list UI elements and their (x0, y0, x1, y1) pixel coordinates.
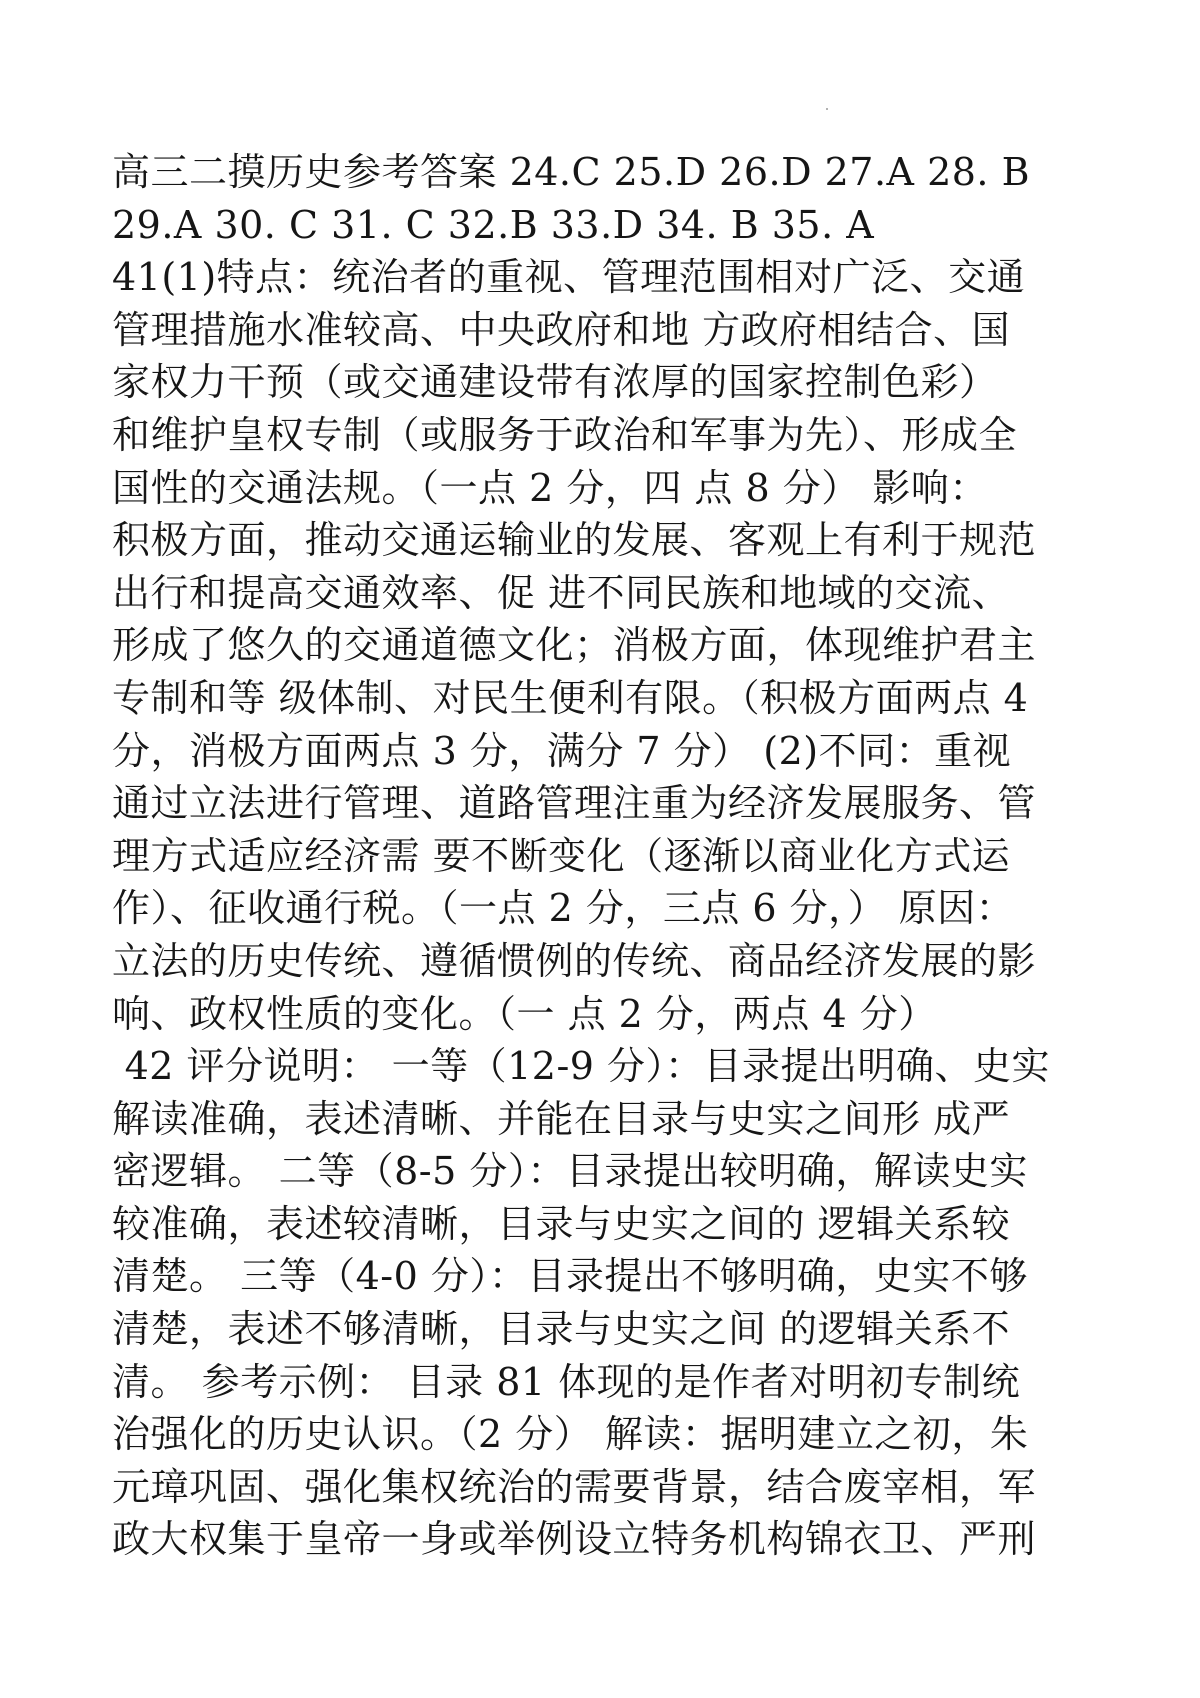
text-line: 政大权集于皇帝一身或举例设立特务机构锦衣卫、严刑 (112, 1517, 1037, 1562)
text-line: 理方式适应经济需 要不断变化（逐渐以商业化方式运 (112, 833, 1011, 878)
text-line: 立法的历史传统、遵循惯例的传统、商品经济发展的影 (112, 938, 1037, 983)
text-line: 出行和提高交通效率、促 进不同民族和地域的交流、 (112, 570, 1011, 615)
scan-speck (826, 108, 828, 110)
text-line: 作）、征收通行税。（一点 2 分，三点 6 分，） 原因： (112, 886, 1015, 931)
text-line: 管理措施水准较高、中央政府和地 方政府相结合、国 (112, 307, 1011, 352)
text-line: 通过立法进行管理、道路管理注重为经济发展服务、管 (112, 781, 1037, 826)
text-line: 清楚，表述不够清晰，目录与史实之间 的逻辑关系不 (112, 1307, 1011, 1352)
text-line: 高三二摸历史参考答案 24.C 25.D 26.D 27.A 28. B (112, 150, 1031, 194)
text-line: 国性的交通法规。（一点 2 分，四 点 8 分） 影响： (112, 465, 988, 510)
text-line: 形成了悠久的交通道德文化；消极方面，体现维护君主 (112, 623, 1037, 668)
text-line: 较准确，表述较清晰，目录与史实之间的 逻辑关系较 (112, 1201, 1011, 1246)
text-line: 元璋巩固、强化集权统治的需要背景，结合废宰相，军 (112, 1464, 1037, 1509)
text-line: 41(1)特点：统治者的重视、管理范围相对广泛、交通 (112, 255, 1026, 300)
text-line: 29.A 30. C 31. C 32.B 33.D 34. B 35. A (112, 202, 875, 247)
text-line: 解读准确，表述清晰、并能在目录与史实之间形 成严 (112, 1096, 1011, 1141)
text-line: 响、政权性质的变化。（一 点 2 分，两点 4 分） (112, 991, 937, 1036)
text-line: 清。 参考示例： 目录 81 体现的是作者对明初专制统 (112, 1359, 1021, 1404)
text-line: 积极方面，推动交通运输业的发展、客观上有利于规范 (112, 518, 1037, 563)
text-line: 治强化的历史认识。（2 分） 解读：据明建立之初，朱 (112, 1412, 1029, 1457)
text-line: 清楚。 三等（4-0 分）：目录提出不够明确，史实不够 (112, 1254, 1028, 1299)
text-line: 和维护皇权专制（或服务于政治和军事为先）、形成全 (112, 412, 1018, 457)
text-line: 密逻辑。 二等（8-5 分）：目录提出较明确，解读史实 (112, 1149, 1028, 1194)
text-line: 家权力干预（或交通建设带有浓厚的国家控制色彩） (112, 360, 998, 405)
text-line: 分，消极方面两点 3 分，满分 7 分） (2)不同：重视 (112, 728, 1012, 773)
answer-text-body (112, 146, 1092, 1566)
text-line: 专制和等 级体制、对民生便利有限。（积极方面两点 4 (112, 675, 1029, 720)
text-line: 42 评分说明： 一等（12-9 分）：目录提出明确、史实 (112, 1044, 1051, 1089)
